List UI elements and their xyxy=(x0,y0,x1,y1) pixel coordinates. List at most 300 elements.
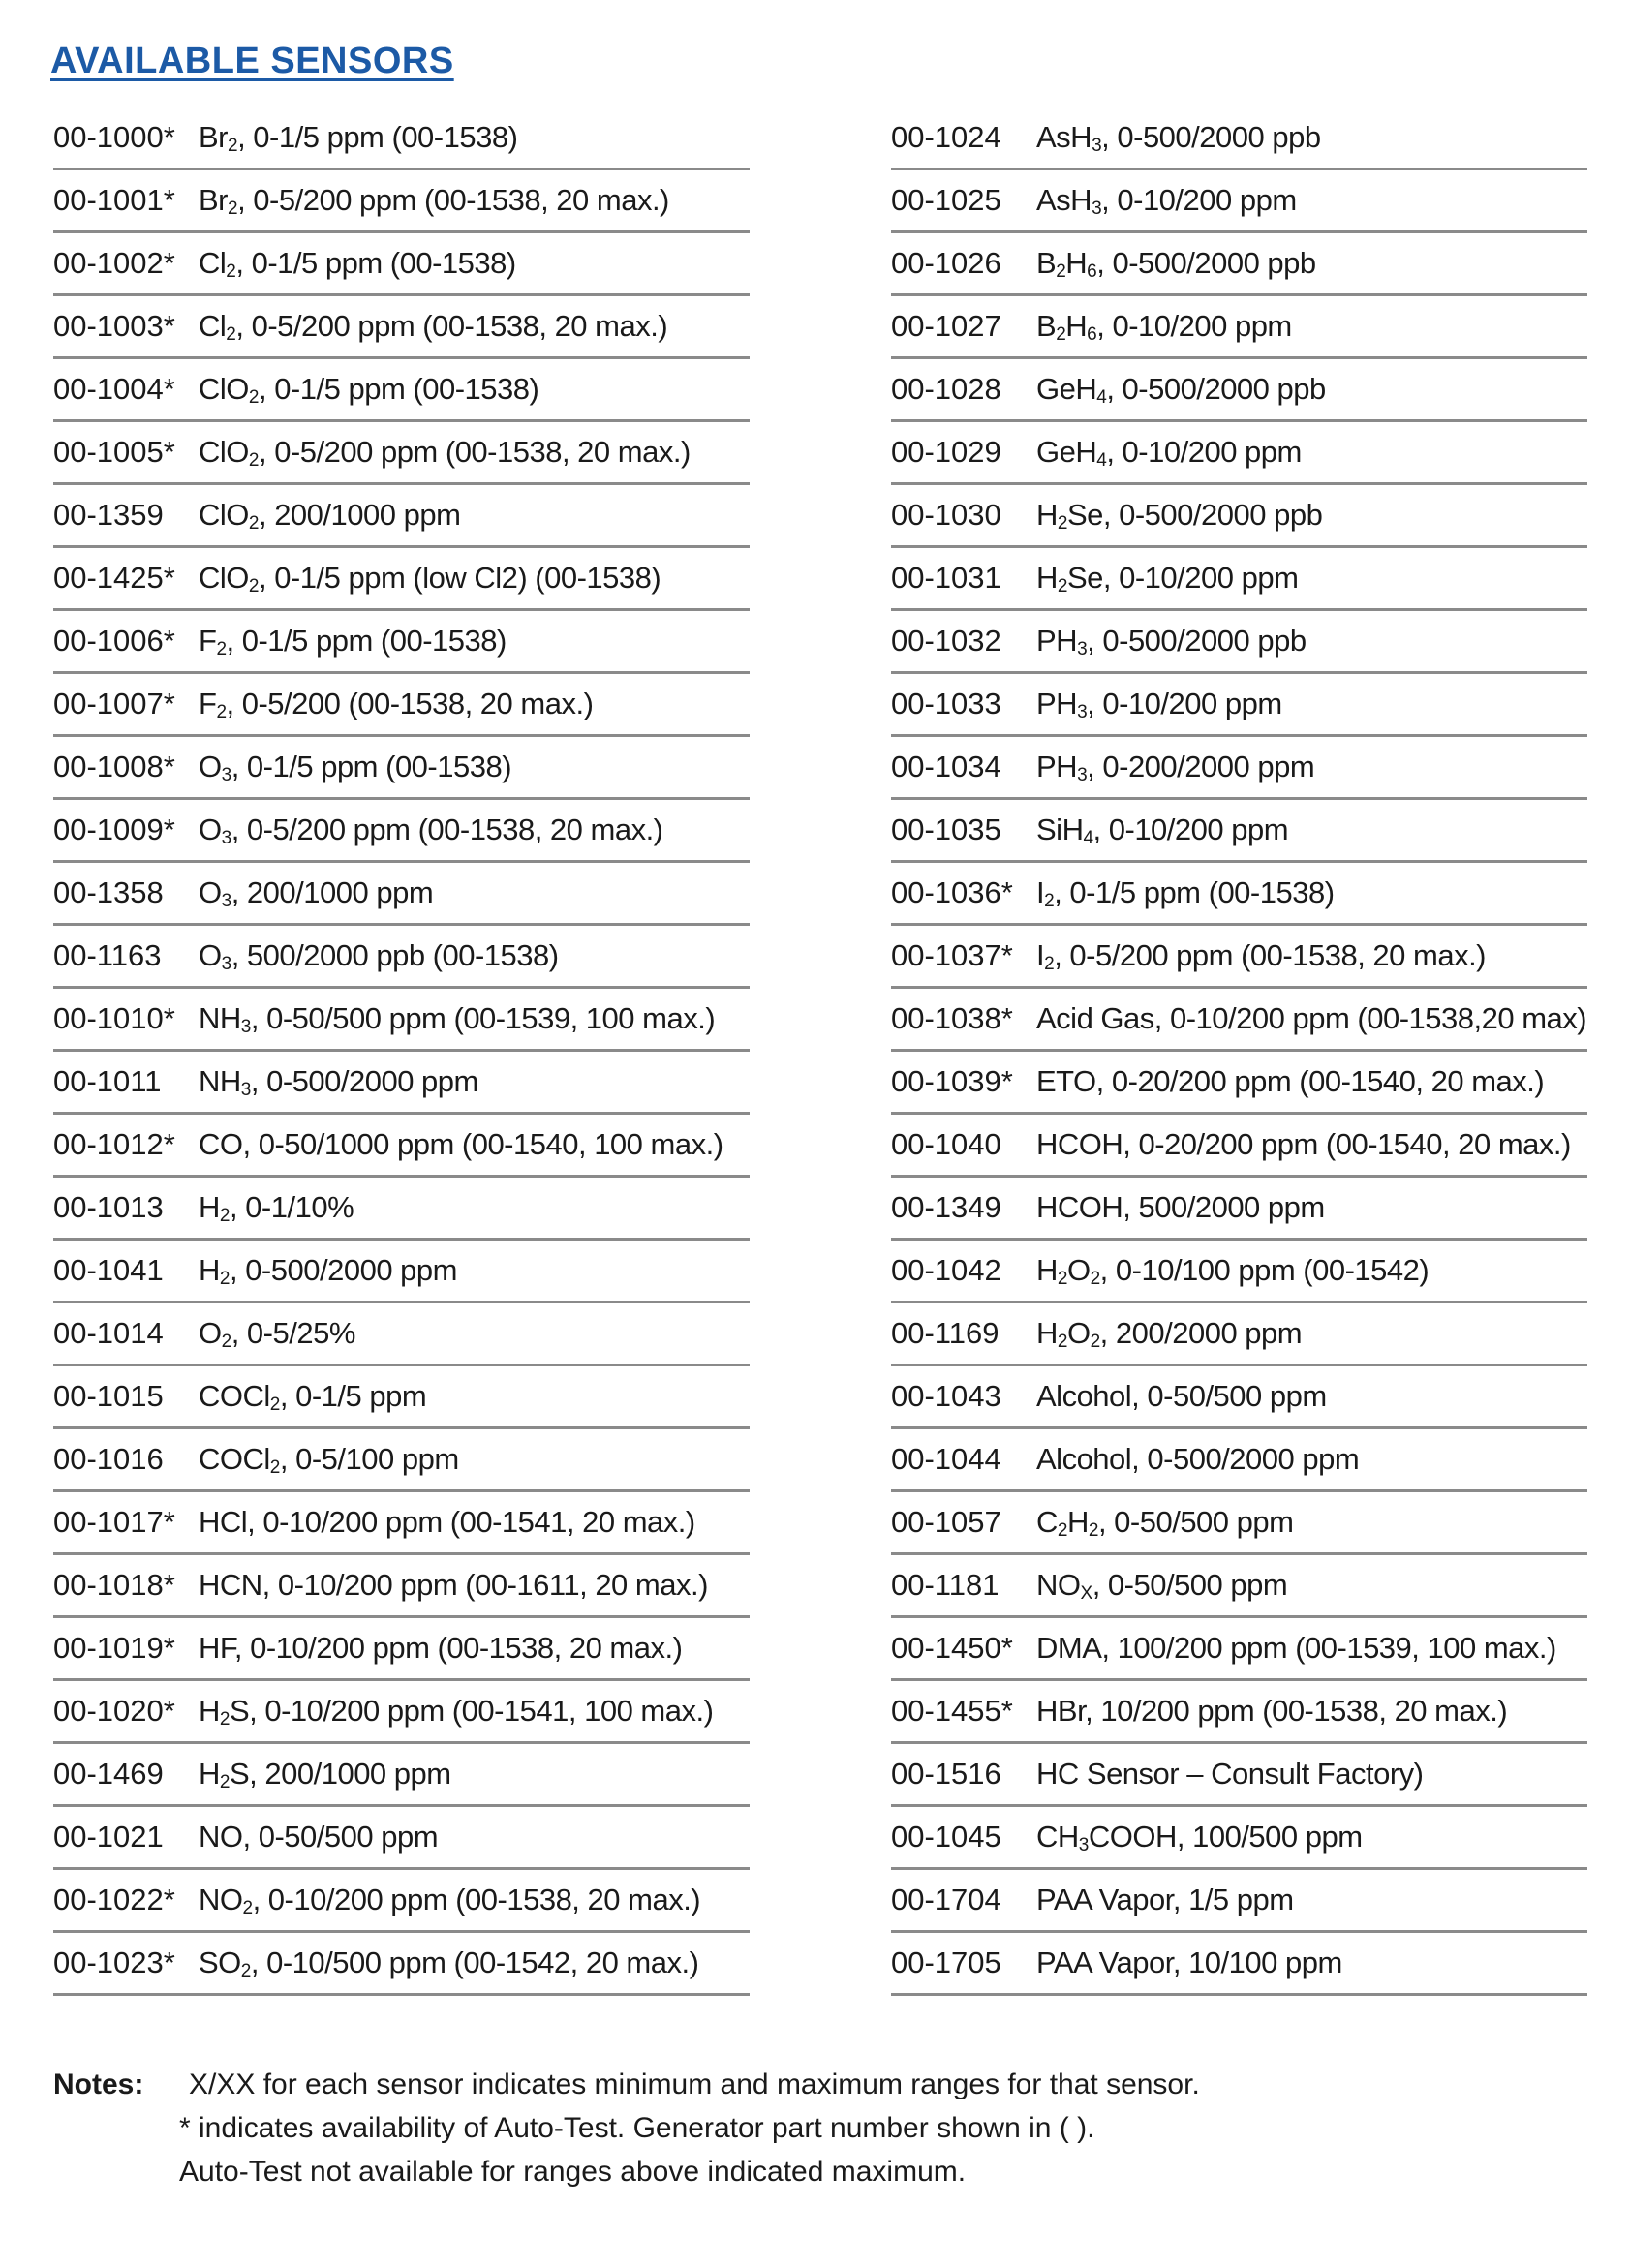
sensor-description xyxy=(1036,1127,1571,1162)
note-line: X/XX for each sensor indicates minimum and maximum ranges for that sensor. xyxy=(189,2069,1200,2100)
sensor-row xyxy=(53,107,750,170)
sensor-row xyxy=(53,989,750,1052)
description-text: , 0-5/200 (00-1538, 20 max.) xyxy=(226,687,594,720)
sensor-row xyxy=(53,1303,750,1366)
note-line: * indicates availability of Auto-Test. Generator part number shown in ( ). xyxy=(179,2112,1095,2144)
description-text: I xyxy=(1036,875,1045,909)
description-text: NO xyxy=(1036,1568,1081,1602)
subscript: 2 xyxy=(1057,513,1067,534)
description-text: PAA Vapor, 10/100 ppm xyxy=(1036,1946,1342,1979)
sensor-description xyxy=(1036,1064,1544,1099)
sensor-row xyxy=(53,548,750,611)
part-number: 00-1033 xyxy=(891,687,1001,720)
sensor-description xyxy=(1036,1442,1359,1477)
sensor-row xyxy=(53,1115,750,1178)
description-text: NH xyxy=(199,1001,241,1035)
sensor-description xyxy=(1036,1505,1293,1540)
sensor-description xyxy=(1036,309,1292,344)
sensor-description xyxy=(1036,1190,1325,1225)
part-number: 00-1021 xyxy=(53,1820,164,1854)
sensor-row xyxy=(53,485,750,548)
sensor-description xyxy=(199,372,538,407)
description-text: H xyxy=(199,1757,220,1791)
subscript: 2 xyxy=(219,1709,230,1730)
description-text: , 0-5/200 ppm (00-1538, 20 max.) xyxy=(258,435,691,469)
sensor-row xyxy=(53,296,750,359)
sensor-row xyxy=(891,1618,1587,1681)
description-text: F xyxy=(199,687,217,720)
sensor-description xyxy=(199,1253,457,1288)
description-text: , 0-1/5 ppm (00-1538) xyxy=(1054,875,1335,909)
description-text: ClO xyxy=(199,498,249,532)
part-number: 00-1016 xyxy=(53,1442,164,1476)
sensor-row xyxy=(53,1618,750,1681)
part-number: 00-1028 xyxy=(891,372,1001,406)
subscript: 2 xyxy=(226,324,236,345)
sensor-row xyxy=(891,611,1587,674)
part-number: 00-1034 xyxy=(891,750,1001,783)
sensor-row xyxy=(53,1052,750,1115)
description-text: COOH, 100/500 ppm xyxy=(1088,1820,1363,1854)
sensor-description xyxy=(199,875,433,910)
part-number: 00-1019* xyxy=(53,1631,175,1665)
description-text: ClO xyxy=(199,435,249,469)
sensor-row xyxy=(53,1366,750,1429)
subscript: 2 xyxy=(248,576,259,597)
sensor-description xyxy=(199,561,661,596)
description-text: , 0-1/10% xyxy=(229,1190,354,1224)
sensor-row xyxy=(891,1052,1587,1115)
part-number: 00-1038* xyxy=(891,1001,1013,1035)
description-text: SO xyxy=(199,1946,241,1979)
subscript: 2 xyxy=(219,1269,230,1289)
description-text: O xyxy=(199,938,222,972)
description-text: O xyxy=(1066,1253,1091,1287)
sensor-row xyxy=(891,170,1587,233)
part-number: 00-1043 xyxy=(891,1379,1001,1413)
part-number: 00-1358 xyxy=(53,875,164,909)
sensor-description xyxy=(1036,561,1298,596)
sensor-description xyxy=(1036,1631,1556,1666)
sensor-row xyxy=(891,296,1587,359)
description-text: , 0-5/200 ppm (00-1538, 20 max.) xyxy=(235,309,668,343)
subscript: 2 xyxy=(1090,1269,1100,1289)
description-text: , 0-5/200 ppm (00-1538, 20 max.) xyxy=(1054,938,1487,972)
sensor-description xyxy=(199,309,667,344)
sensor-description xyxy=(1036,1316,1302,1351)
part-number: 00-1036* xyxy=(891,875,1013,909)
sensor-row xyxy=(891,1681,1587,1744)
sensor-description xyxy=(199,1946,698,1980)
description-text: S, 0-10/200 ppm (00-1541, 100 max.) xyxy=(229,1694,714,1728)
description-text: Alcohol, 0-500/2000 ppm xyxy=(1036,1442,1360,1476)
part-number: 00-1035 xyxy=(891,812,1001,846)
part-number: 00-1022* xyxy=(53,1883,175,1916)
sensor-row xyxy=(891,989,1587,1052)
subscript: 2 xyxy=(269,1395,280,1415)
part-number: 00-1007* xyxy=(53,687,175,720)
description-text: B xyxy=(1036,309,1057,343)
description-text: ETO, 0-20/200 ppm (00-1540, 20 max.) xyxy=(1036,1064,1545,1098)
description-text: , 0-10/200 ppm xyxy=(1101,183,1297,217)
description-text: , 0-10/200 ppm xyxy=(1087,687,1282,720)
subscript: 2 xyxy=(242,1898,253,1918)
sensor-description xyxy=(1036,372,1326,407)
subscript: 2 xyxy=(1057,1269,1067,1289)
description-text: HF, 0-10/200 ppm (00-1538, 20 max.) xyxy=(199,1631,683,1665)
sensor-description xyxy=(1036,1379,1327,1414)
description-text: H xyxy=(1065,309,1088,343)
part-number: 00-1017* xyxy=(53,1505,175,1539)
sensor-description xyxy=(1036,1568,1287,1603)
description-text: , 0-5/200 ppm (00-1538, 20 max.) xyxy=(237,183,669,217)
sensor-row xyxy=(891,1429,1587,1492)
description-text: PH xyxy=(1036,687,1078,720)
sensor-row xyxy=(891,1744,1587,1807)
sensor-row xyxy=(891,737,1587,800)
part-number: 00-1030 xyxy=(891,498,1001,532)
description-text: , 0-10/200 ppm xyxy=(1096,309,1292,343)
description-text: , 0-5/100 ppm xyxy=(279,1442,459,1476)
sensor-row xyxy=(53,170,750,233)
sensor-description xyxy=(199,120,517,155)
description-text: CH xyxy=(1036,1820,1079,1854)
part-number: 00-1041 xyxy=(53,1253,164,1287)
sensor-description xyxy=(199,1694,713,1729)
sensor-description xyxy=(199,1820,438,1854)
part-number: 00-1024 xyxy=(891,120,1001,154)
part-number: 00-1042 xyxy=(891,1253,1001,1287)
sensor-row xyxy=(891,1492,1587,1555)
sensor-row xyxy=(891,1303,1587,1366)
sensor-description xyxy=(199,246,516,281)
part-number: 00-1045 xyxy=(891,1820,1001,1854)
description-text: H xyxy=(199,1694,220,1728)
subscript: 2 xyxy=(1057,1332,1067,1352)
description-text: , 0-10/500 ppm (00-1542, 20 max.) xyxy=(250,1946,699,1979)
subscript: 2 xyxy=(240,1961,251,1981)
sensor-row xyxy=(891,359,1587,422)
description-text: , 0-1/5 ppm (00-1538) xyxy=(235,246,516,280)
sensor-row xyxy=(53,926,750,989)
sensor-row xyxy=(53,1807,750,1870)
sensor-description xyxy=(199,1442,459,1477)
subscript: 2 xyxy=(221,1332,231,1352)
description-text: , 200/1000 ppm xyxy=(231,875,434,909)
description-text: GeH xyxy=(1036,372,1097,406)
description-text: , 0-1/5 ppm (00-1538) xyxy=(258,372,539,406)
subscript: 3 xyxy=(221,891,231,911)
subscript: 2 xyxy=(1090,1332,1100,1352)
sensor-description xyxy=(1036,435,1302,470)
subscript: 3 xyxy=(240,1080,251,1100)
notes-lines xyxy=(179,2063,1200,2193)
part-number: 00-1031 xyxy=(891,561,1001,595)
sensor-row xyxy=(53,863,750,926)
description-text: O xyxy=(199,812,222,846)
description-text: O xyxy=(199,750,222,783)
description-text: HCN, 0-10/200 ppm (00-1611, 20 max.) xyxy=(199,1568,708,1602)
sensor-description xyxy=(199,938,559,973)
sensor-row xyxy=(891,233,1587,296)
sensor-row xyxy=(53,1744,750,1807)
sensor-row xyxy=(891,1870,1587,1933)
part-number: 00-1025 xyxy=(891,183,1001,217)
part-number: 00-1006* xyxy=(53,624,175,658)
subscript: 2 xyxy=(269,1457,280,1478)
part-number: 00-1001* xyxy=(53,183,175,217)
part-number: 00-1037* xyxy=(891,938,1013,972)
subscript: 2 xyxy=(1088,1520,1098,1541)
sensor-row xyxy=(891,1178,1587,1241)
subscript: 2 xyxy=(219,1206,230,1226)
description-text: HCl, 0-10/200 ppm (00-1541, 20 max.) xyxy=(199,1505,695,1539)
description-text: HCOH, 0-20/200 ppm (00-1540, 20 max.) xyxy=(1036,1127,1571,1161)
sensor-row xyxy=(891,1115,1587,1178)
sensor-description xyxy=(1036,120,1321,155)
part-number: 00-1012* xyxy=(53,1127,175,1161)
sensor-description xyxy=(1036,750,1314,784)
sensor-row xyxy=(53,737,750,800)
sensor-description xyxy=(1036,498,1322,533)
description-text: Br xyxy=(199,183,228,217)
subscript: 6 xyxy=(1087,261,1097,282)
description-text: H xyxy=(199,1253,220,1287)
part-number: 00-1005* xyxy=(53,435,175,469)
sensor-row xyxy=(891,1933,1587,1996)
sensor-description xyxy=(199,1127,723,1162)
sensor-row xyxy=(891,422,1587,485)
description-text: , 200/1000 ppm xyxy=(258,498,461,532)
sensor-row xyxy=(53,1241,750,1303)
description-text: ClO xyxy=(199,561,249,595)
part-number: 00-1705 xyxy=(891,1946,1001,1979)
subscript: 3 xyxy=(1078,1835,1089,1855)
sensor-description xyxy=(199,1883,700,1917)
sensor-description xyxy=(1036,624,1307,659)
part-number: 00-1023* xyxy=(53,1946,175,1979)
sensor-description xyxy=(1036,1001,1586,1036)
part-number: 00-1469 xyxy=(53,1757,164,1791)
description-text: Cl xyxy=(199,309,227,343)
sensor-description xyxy=(199,624,507,659)
subscript: 2 xyxy=(216,702,227,722)
description-text: Se, 0-500/2000 ppb xyxy=(1066,498,1323,532)
description-text: , 0-1/5 ppm xyxy=(279,1379,427,1413)
subscript: 3 xyxy=(221,765,231,785)
description-text: NO, 0-50/500 ppm xyxy=(199,1820,439,1854)
subscript: 3 xyxy=(221,954,231,974)
description-text: PAA Vapor, 1/5 ppm xyxy=(1036,1883,1294,1916)
sensor-description xyxy=(1036,938,1486,973)
sensor-row xyxy=(891,926,1587,989)
sensor-description xyxy=(199,1064,478,1099)
description-text: , 0-10/200 ppm (00-1538, 20 max.) xyxy=(252,1883,701,1916)
sensor-row xyxy=(53,359,750,422)
part-number: 00-1057 xyxy=(891,1505,1001,1539)
description-text: , 500/2000 ppb (00-1538) xyxy=(231,938,559,972)
subscript: 3 xyxy=(240,1017,251,1037)
description-text: HBr, 10/200 ppm (00-1538, 20 max.) xyxy=(1036,1694,1508,1728)
subscript: 2 xyxy=(226,261,236,282)
part-number: 00-1009* xyxy=(53,812,175,846)
subscript: 3 xyxy=(1077,702,1088,722)
description-text: H xyxy=(1036,498,1058,532)
subscript: 2 xyxy=(248,387,259,408)
part-number: 00-1359 xyxy=(53,498,164,532)
sensor-description xyxy=(1036,875,1335,910)
sensor-row xyxy=(53,1933,750,1996)
sensor-description xyxy=(199,1631,682,1666)
description-text: , 0-1/5 ppm (low Cl2) (00-1538) xyxy=(258,561,661,595)
subscript: 3 xyxy=(1077,765,1088,785)
sensor-row xyxy=(53,422,750,485)
notes-label: Notes: xyxy=(53,2069,144,2100)
sensor-row xyxy=(53,233,750,296)
sensor-description xyxy=(1036,1820,1363,1854)
subscript: 3 xyxy=(1077,639,1088,659)
description-text: O xyxy=(199,875,222,909)
part-number: 00-1516 xyxy=(891,1757,1001,1791)
description-text: I xyxy=(1036,938,1045,972)
part-number: 00-1704 xyxy=(891,1883,1001,1916)
subscript: 2 xyxy=(216,639,227,659)
sensor-row xyxy=(891,800,1587,863)
sensor-description xyxy=(1036,183,1297,218)
sensor-description xyxy=(1036,1946,1342,1980)
description-text: HCOH, 500/2000 ppm xyxy=(1036,1190,1325,1224)
description-text: H xyxy=(1036,1253,1058,1287)
sensor-row xyxy=(53,800,750,863)
description-text: , 0-50/500 ppm xyxy=(1092,1568,1288,1602)
part-number: 00-1015 xyxy=(53,1379,164,1413)
part-number: 00-1000* xyxy=(53,120,175,154)
sensor-description xyxy=(199,1505,695,1540)
sensor-row xyxy=(891,1807,1587,1870)
sensor-row xyxy=(891,1366,1587,1429)
subscript: 2 xyxy=(1044,954,1055,974)
sensor-row xyxy=(891,1241,1587,1303)
sensor-description xyxy=(199,1001,715,1036)
description-text: , 0-10/200 ppm xyxy=(1092,812,1289,846)
sensor-row xyxy=(53,1681,750,1744)
subscript: 3 xyxy=(221,828,231,848)
sensor-description xyxy=(199,812,663,847)
subscript: 2 xyxy=(228,199,238,219)
sensor-list-right xyxy=(891,107,1587,1996)
sensor-row xyxy=(53,611,750,674)
sensor-list-left xyxy=(53,107,750,1996)
description-text: GeH xyxy=(1036,435,1097,469)
note-line: Auto-Test not available for ranges above indicated maximum. xyxy=(179,2156,967,2188)
description-text: Se, 0-10/200 ppm xyxy=(1066,561,1299,595)
sensor-description xyxy=(199,1190,354,1225)
description-text: , 0-500/2000 ppb xyxy=(1087,624,1307,658)
part-number: 00-1039* xyxy=(891,1064,1013,1098)
description-text: , 0-1/5 ppm (00-1538) xyxy=(226,624,507,658)
sensor-description xyxy=(199,498,460,533)
description-text: Br xyxy=(199,120,228,154)
sensor-description xyxy=(199,1316,355,1351)
part-number: 00-1425* xyxy=(53,561,175,595)
description-text: , 0-10/200 ppm xyxy=(1106,435,1302,469)
sensor-description xyxy=(199,1379,426,1414)
sensor-row xyxy=(891,485,1587,548)
description-text: , 0-5/200 ppm (00-1538, 20 max.) xyxy=(231,812,663,846)
sensor-row xyxy=(53,1492,750,1555)
subscript: 2 xyxy=(248,513,259,534)
description-text: F xyxy=(199,624,217,658)
sensor-description xyxy=(199,687,593,721)
sensor-description xyxy=(199,435,691,470)
part-number: 00-1004* xyxy=(53,372,175,406)
subscript: 2 xyxy=(228,136,238,156)
description-text: PH xyxy=(1036,624,1078,658)
description-text: CO, 0-50/1000 ppm (00-1540, 100 max.) xyxy=(199,1127,723,1161)
description-text: H xyxy=(1036,1316,1058,1350)
description-text: , 0-50/500 ppm (00-1539, 100 max.) xyxy=(250,1001,716,1035)
sensor-description xyxy=(199,183,669,218)
description-text: Cl xyxy=(199,246,227,280)
part-number: 00-1003* xyxy=(53,309,175,343)
sensor-description xyxy=(199,1568,708,1603)
subscript: 2 xyxy=(1056,324,1066,345)
description-text: , 0-500/2000 ppm xyxy=(250,1064,478,1098)
sensor-row xyxy=(53,674,750,737)
description-text: Acid Gas, 0-10/200 ppm (00-1538,20 max) xyxy=(1036,1001,1587,1035)
description-text: , 0-50/500 ppm xyxy=(1097,1505,1294,1539)
description-text: , 0-1/5 ppm (00-1538) xyxy=(237,120,518,154)
description-text: AsH xyxy=(1036,183,1092,217)
part-number: 00-1450* xyxy=(891,1631,1013,1665)
part-number: 00-1169 xyxy=(891,1316,1000,1350)
description-text: SiH xyxy=(1036,812,1084,846)
subscript: 2 xyxy=(1057,576,1067,597)
sensor-row xyxy=(891,674,1587,737)
sensor-description xyxy=(1036,1883,1294,1917)
part-number: 00-1029 xyxy=(891,435,1001,469)
description-text: C xyxy=(1036,1505,1058,1539)
description-text: PH xyxy=(1036,750,1078,783)
subscript: 4 xyxy=(1083,828,1093,848)
description-text: COCl xyxy=(199,1442,270,1476)
description-text: DMA, 100/200 ppm (00-1539, 100 max.) xyxy=(1036,1631,1556,1665)
sensor-row xyxy=(891,548,1587,611)
part-number: 00-1181 xyxy=(891,1568,1000,1602)
sensor-row xyxy=(891,107,1587,170)
description-text: , 0-500/2000 ppb xyxy=(1106,372,1326,406)
description-text: , 0-5/25% xyxy=(231,1316,355,1350)
sensor-description xyxy=(1036,1253,1429,1288)
description-text: , 0-1/5 ppm (00-1538) xyxy=(231,750,512,783)
sensor-row xyxy=(891,863,1587,926)
sensor-description xyxy=(199,1757,451,1792)
description-text: ClO xyxy=(199,372,249,406)
subscript: 4 xyxy=(1096,450,1107,471)
description-text: H xyxy=(1066,1505,1089,1539)
sensor-description xyxy=(1036,246,1316,281)
sensor-description xyxy=(1036,812,1288,847)
subscript: 2 xyxy=(1057,1520,1067,1541)
description-text: H xyxy=(1036,561,1058,595)
description-text: S, 200/1000 ppm xyxy=(229,1757,451,1791)
part-number: 00-1026 xyxy=(891,246,1001,280)
description-text: COCl xyxy=(199,1379,270,1413)
subscript: 6 xyxy=(1087,324,1097,345)
description-text: HC Sensor – Consult Factory) xyxy=(1036,1757,1424,1791)
part-number: 00-1010* xyxy=(53,1001,175,1035)
description-text: B xyxy=(1036,246,1057,280)
